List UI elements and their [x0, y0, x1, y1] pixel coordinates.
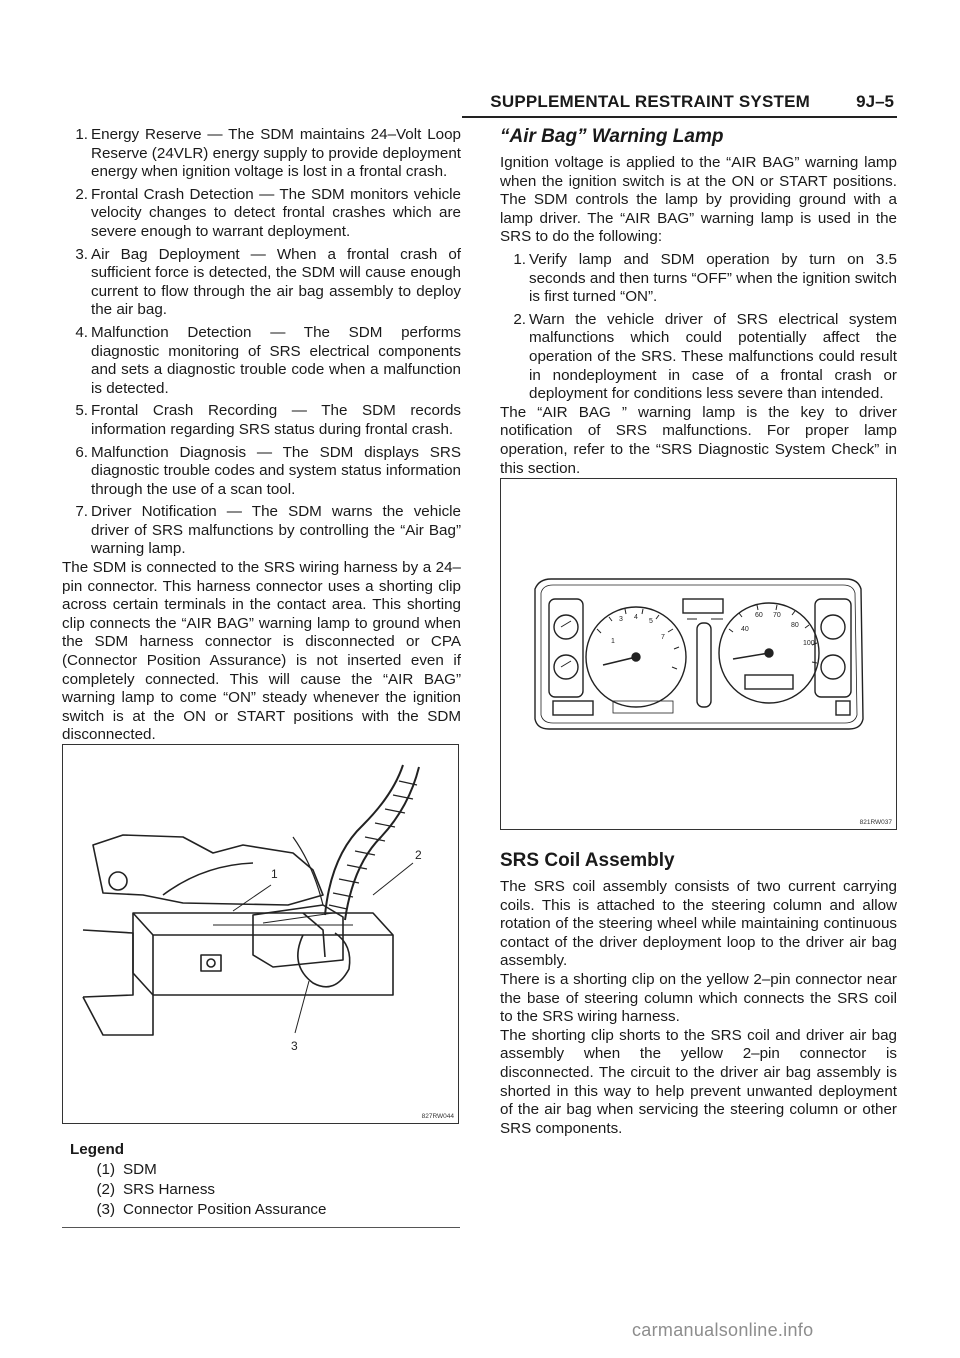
callout-2: 2 [415, 848, 422, 862]
srs-coil-paragraph-3: The shorting clip shorts to the SRS coil and driver air bag assembly when the yellow 2–pin connector is disconnected. The circuit to the driver air bag assembly is shorted in this way to help prevent unwanted deployment of the air bag when servicing the steering column or other SRS components. [500, 1026, 897, 1137]
svg-text:5: 5 [649, 618, 653, 625]
legend-item: (2) SRS Harness [96, 1181, 216, 1198]
instrument-cluster-illustration [501, 479, 896, 829]
header-title: SUPPLEMENTAL RESTRAINT SYSTEM [490, 92, 810, 111]
legend-rule [62, 1227, 460, 1228]
watermark: carmanualsonline.info [632, 1320, 814, 1340]
svg-text:1: 1 [611, 638, 615, 645]
sdm-figure [62, 744, 459, 1124]
header-rule [462, 116, 897, 118]
callout-3: 3 [291, 1039, 298, 1053]
list-item: 5. Frontal Crash Recording — The SDM records information regarding SRS status during frontal crash. [75, 402, 461, 438]
list-item: 7. Driver Notification — The SDM warns the vehicle driver of SRS malfunctions by controlling the “Air Bag” warning lamp. [75, 503, 461, 558]
legend [70, 1140, 326, 1220]
right-column-top [500, 126, 897, 478]
svg-text:80: 80 [791, 622, 799, 629]
section-heading-airbag-lamp: “Air Bag” Warning Lamp [500, 126, 724, 147]
figure-code: 827RW044 [421, 1113, 454, 1120]
list-item: 2. Frontal Crash Detection — The SDM monitors vehicle velocity changes to detect frontal crashes which are severe enough to warrant deployment. [75, 185, 461, 240]
page-number: 9J–5 [856, 92, 894, 111]
section-heading-srs-coil: SRS Coil Assembly [500, 850, 675, 871]
sdm-illustration [63, 745, 458, 1123]
airbag-lamp-intro: Ignition voltage is applied to the “AIR BAG” warning lamp when the ignition switch is at the ON or START positions. The SDM controls the lamp by providing ground with a lamp driver. The “AIR BAG” warning lamp is used in the SRS to do the following: [500, 154, 897, 246]
svg-text:60: 60 [755, 612, 763, 619]
list-item: 1. Verify lamp and SDM operation by turn on 3.5 seconds and then turns “OFF” when the ignition switch is first turned “ON”. [513, 250, 897, 306]
srs-coil-paragraph-1: The SRS coil assembly consists of two current carrying coils. This is attached to the steering column and allow rotation of the steering wheel while maintaining continuous contact of the driver deployment loop to the driver air bag assembly. [500, 878, 897, 970]
left-column [62, 126, 461, 745]
list-item: 2. Warn the vehicle driver of SRS electrical system malfunctions which could potentially affect the operation of the SRS. These malfunctions could result in nondeployment in case of a frontal crash or deployment for conditions less severe than intended. [513, 310, 897, 403]
right-column-bottom [500, 850, 897, 1138]
list-item: 1. Energy Reserve — The SDM maintains 24–Volt Loop Reserve (24VLR) energy supply to provide deployment energy when ignition voltage is lost in a frontal crash. [75, 126, 461, 181]
list-item: 6. Malfunction Diagnosis — The SDM displays SRS diagnostic trouble codes and system status information through the use of a scan tool. [75, 443, 461, 498]
airbag-lamp-paragraph: The “AIR BAG ” warning lamp is the key to driver notification of SRS malfunctions. For proper lamp operation, refer to the “SRS Diagnostic System Check” in this section. [500, 403, 897, 477]
cluster-figure [500, 478, 897, 830]
svg-text:3: 3 [619, 616, 623, 623]
legend-title: Legend [70, 1141, 125, 1158]
list-item: 4. Malfunction Detection — The SDM performs diagnostic monitoring of SRS electrical components and sets a diagnostic trouble code when a malfunction is detected. [75, 323, 461, 397]
svg-text:4: 4 [634, 614, 638, 621]
sdm-connector-paragraph: The SDM is connected to the SRS wiring harness by a 24–pin connector. This harness connector uses a shorting clip across certain terminals in the contact area. This shorting clip connects the “AIR BAG” warning lamp to ground when the SDM harness connector is disconnected or CPA (Connector Position Assurance) is not inserted even if completely connected. This will cause the “AIR BAG” warning lamp to come “ON” steady whenever the ignition switch is at the ON or START positions with the SDM disconnected. [62, 559, 461, 744]
svg-text:40: 40 [741, 626, 749, 633]
svg-text:100: 100 [803, 640, 815, 647]
callout-1: 1 [271, 867, 278, 881]
figure-code: 821RW037 [859, 819, 892, 826]
list-item: 3. Air Bag Deployment — When a frontal crash of sufficient force is detected, the SDM will cause enough current to flow through the air bag assembly to deploy the air bag. [75, 245, 461, 319]
srs-coil-paragraph-2: There is a shorting clip on the yellow 2–pin connector near the base of steering column which connects the SRS coil to the SRS wiring harness. [500, 970, 897, 1026]
svg-text:7: 7 [661, 634, 665, 641]
legend-item: (3) Connector Position Assurance [96, 1201, 327, 1218]
legend-item: (1) SDM [96, 1161, 157, 1178]
svg-text:70: 70 [773, 612, 781, 619]
